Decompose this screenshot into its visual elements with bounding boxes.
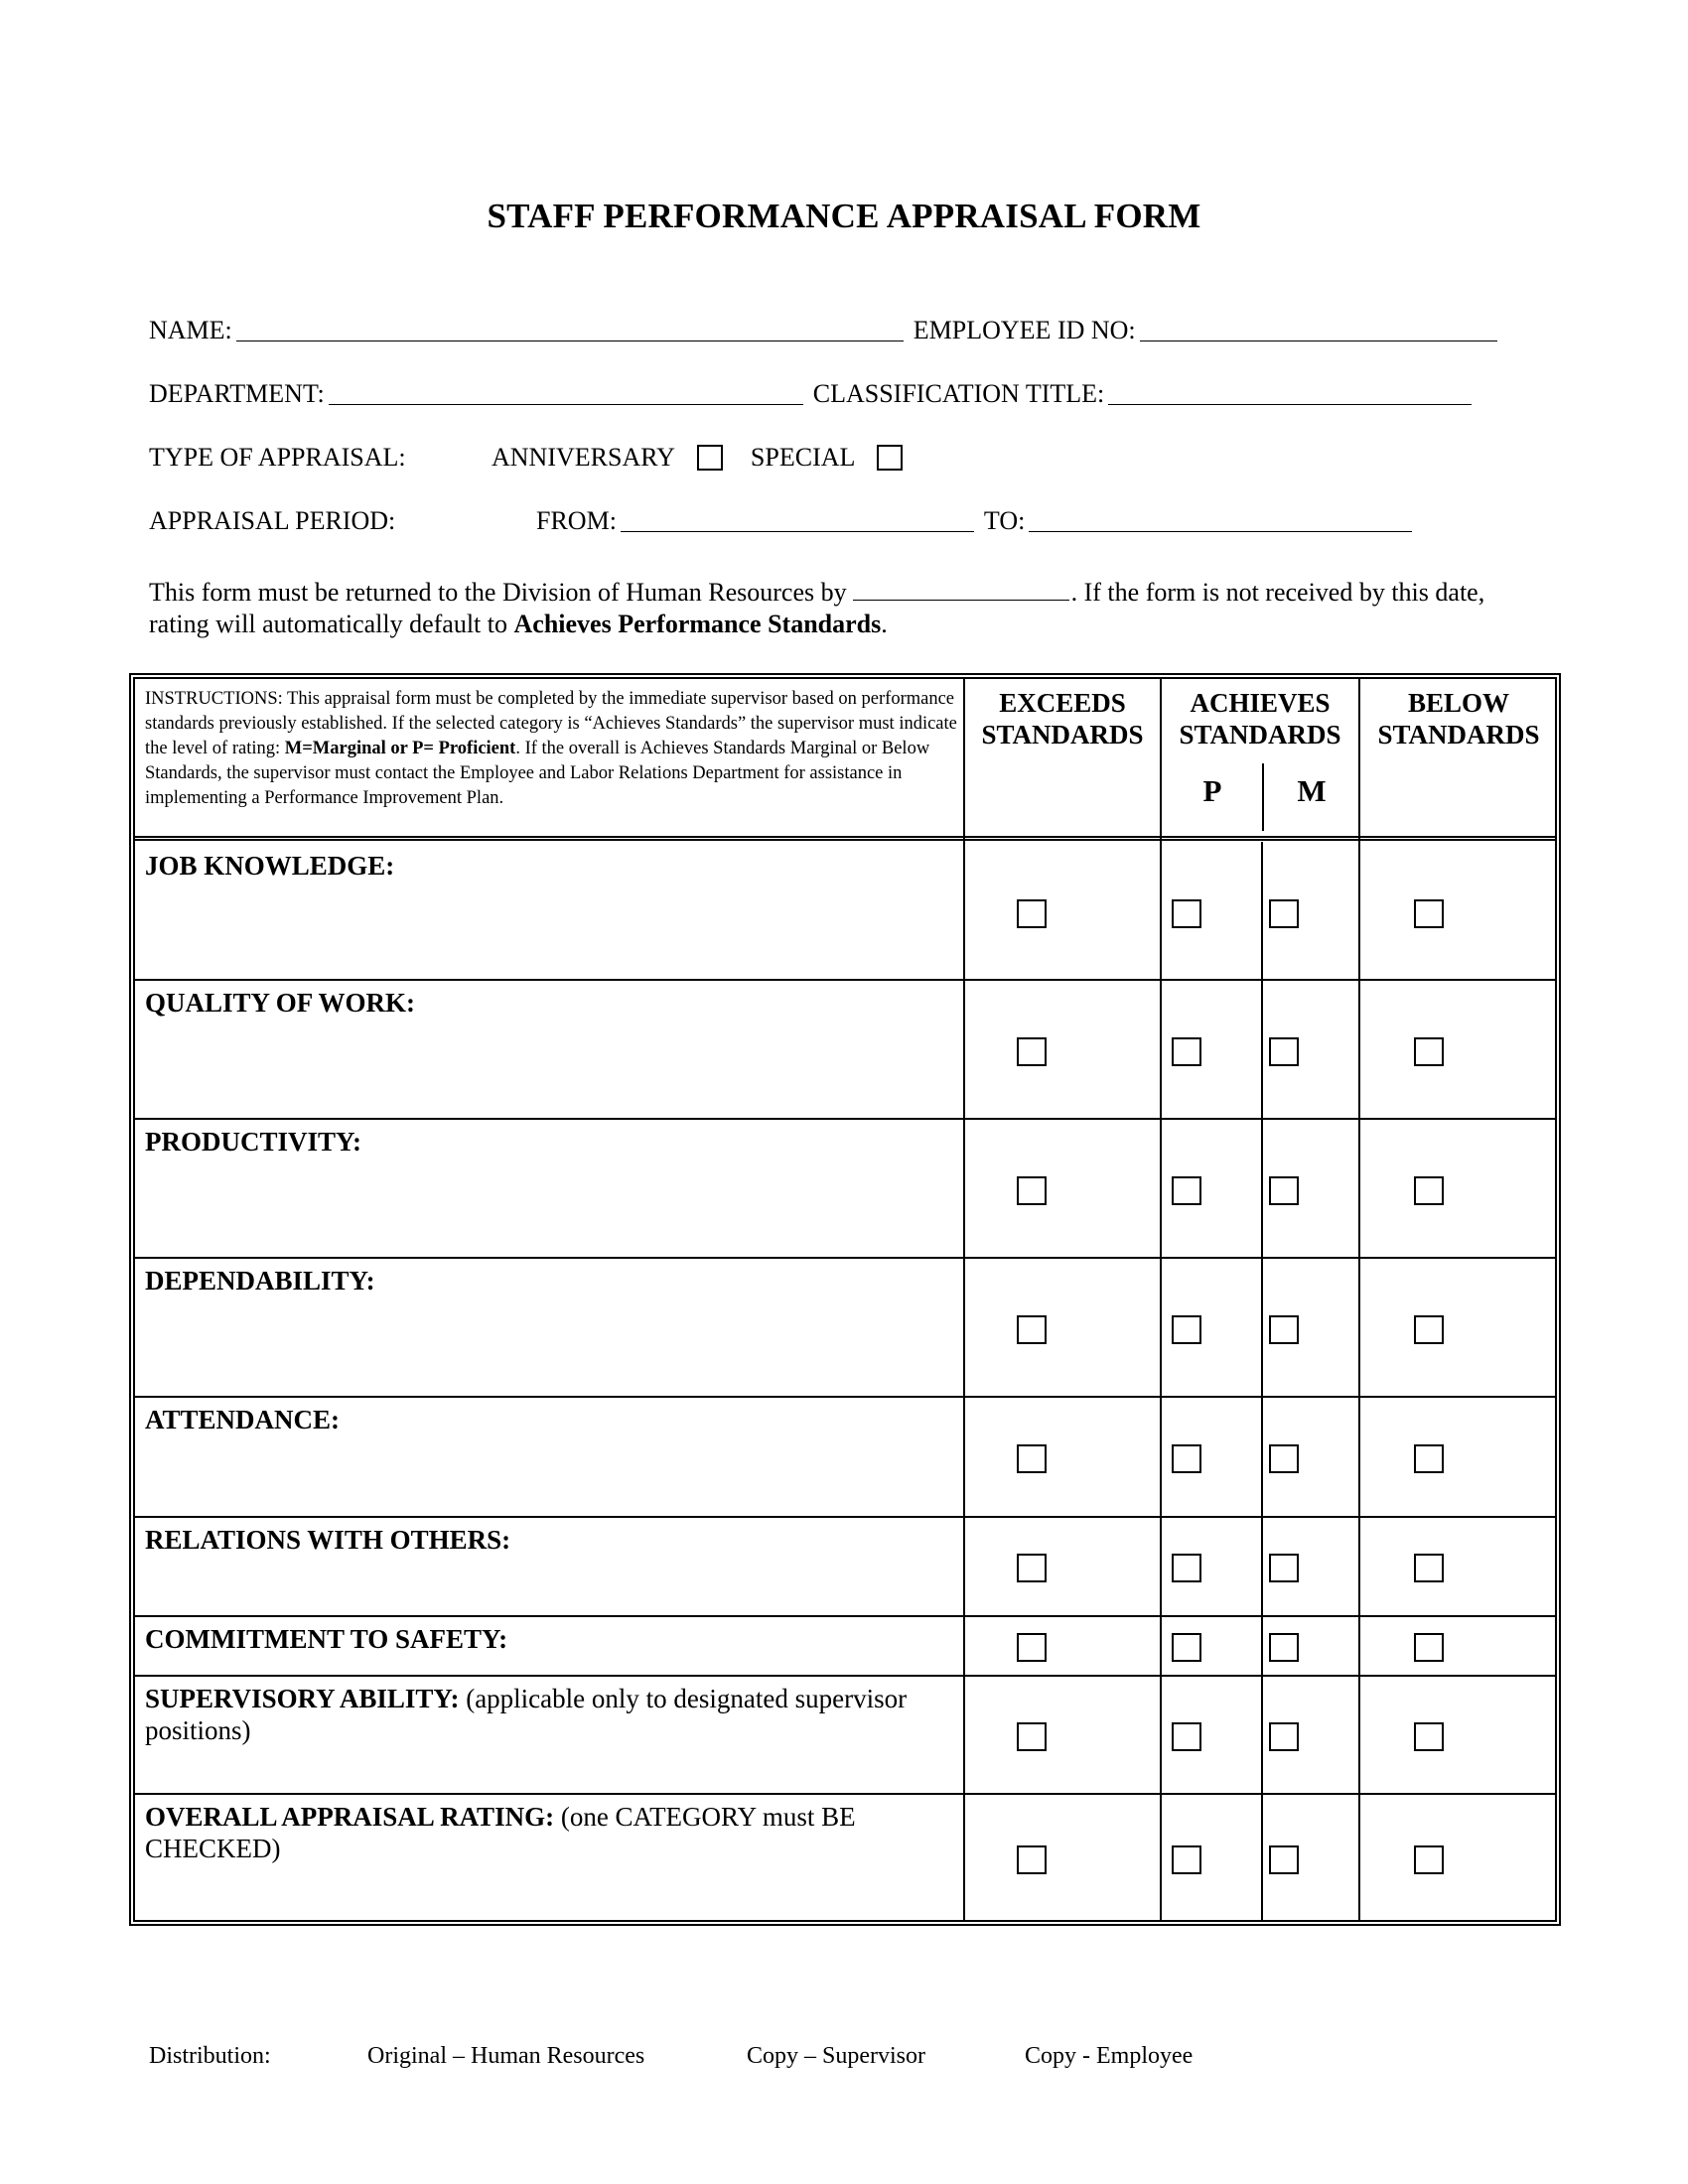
grid-line [1160, 679, 1162, 1920]
anniversary-checkbox[interactable] [697, 445, 723, 471]
row-divider [135, 1516, 1555, 1518]
grid-line [1261, 842, 1263, 1920]
rating-checkbox-below[interactable] [1414, 1845, 1444, 1874]
to-label: TO: [983, 506, 1026, 535]
column-below-standards: BELOW STANDARDS [1377, 688, 1540, 750]
rating-checkbox-exceeds[interactable] [1017, 1037, 1047, 1066]
rating-checkbox-exceeds[interactable] [1017, 1444, 1047, 1473]
column-marginal: M [1297, 773, 1327, 808]
rating-checkbox-achieves-proficient[interactable] [1172, 1037, 1201, 1066]
rating-checkbox-below[interactable] [1414, 899, 1444, 928]
instructions-bold: M=Marginal or P= Proficient [284, 739, 516, 758]
row-divider [135, 1615, 1555, 1617]
column-proficient: P [1202, 773, 1222, 808]
rating-checkbox-achieves-proficient[interactable] [1172, 1554, 1201, 1582]
from-date-field[interactable] [621, 509, 974, 532]
row-label [145, 850, 959, 882]
to-date-field[interactable] [1029, 509, 1412, 532]
rating-checkbox-achieves-marginal[interactable] [1269, 899, 1299, 928]
return-date-field[interactable] [853, 576, 1069, 601]
rating-checkbox-achieves-proficient[interactable] [1172, 1633, 1201, 1662]
row-divider [135, 1257, 1555, 1259]
rating-checkbox-achieves-marginal[interactable] [1269, 1554, 1299, 1582]
classification-field[interactable] [1108, 382, 1472, 405]
row-title: OVERALL APPRAISAL RATING: [145, 1802, 555, 1832]
row-divider [135, 1675, 1555, 1677]
row-title: QUALITY OF WORK: [145, 988, 416, 1018]
employee-id-field[interactable] [1140, 319, 1497, 341]
row-title: SUPERVISORY ABILITY: [145, 1684, 460, 1713]
row-note: (one CATEGORY must BE CHECKED) [145, 1802, 856, 1863]
rating-checkbox-achieves-marginal[interactable] [1269, 1444, 1299, 1473]
rating-checkbox-achieves-marginal[interactable] [1269, 1845, 1299, 1874]
row-title: COMMITMENT TO SAFETY: [145, 1624, 508, 1654]
grid-line [1358, 679, 1360, 1920]
row-divider [135, 1396, 1555, 1398]
instructions-text: INSTRUCTIONS: This appraisal form must be completed by the immediate supervisor based on performance standards previously established. If the selected category is “Achieves Standards” the supervisor must indicate the level of rating: [145, 689, 957, 758]
name-row [149, 316, 1507, 345]
notice-text: This form must be returned to the Division of Human Resources by [149, 578, 847, 607]
rating-checkbox-below[interactable] [1414, 1176, 1444, 1205]
classification-label: CLASSIFICATION TITLE: [812, 379, 1105, 408]
return-notice [149, 576, 1539, 640]
rating-checkbox-achieves-proficient[interactable] [1172, 899, 1201, 928]
distribution-label: Distribution: [149, 2043, 271, 2069]
row-label [145, 1524, 959, 1556]
rating-checkbox-achieves-marginal[interactable] [1269, 1037, 1299, 1066]
rating-checkbox-below[interactable] [1414, 1037, 1444, 1066]
rating-checkbox-exceeds[interactable] [1017, 1554, 1047, 1582]
row-divider [135, 979, 1555, 981]
rating-checkbox-exceeds[interactable] [1017, 1722, 1047, 1751]
rating-checkbox-achieves-marginal[interactable] [1269, 1315, 1299, 1344]
department-row [149, 379, 1481, 409]
row-label [145, 1683, 959, 1746]
department-field[interactable] [329, 382, 803, 405]
row-divider [135, 1118, 1555, 1120]
name-label: NAME: [149, 316, 232, 344]
rating-checkbox-below[interactable] [1414, 1633, 1444, 1662]
row-label [145, 1404, 959, 1435]
distribution-copy-supervisor: Copy – Supervisor [747, 2043, 925, 2069]
special-label: SPECIAL [750, 443, 856, 472]
rating-checkbox-exceeds[interactable] [1017, 1176, 1047, 1205]
notice-default-rating: Achieves Performance Standards [513, 610, 882, 638]
distribution-original: Original – Human Resources [367, 2043, 645, 2069]
rating-checkbox-achieves-marginal[interactable] [1269, 1176, 1299, 1205]
from-label: FROM: [536, 506, 617, 535]
anniversary-label: ANNIVERSARY [492, 443, 675, 472]
rating-checkbox-achieves-marginal[interactable] [1269, 1633, 1299, 1662]
row-title: DEPENDABILITY: [145, 1266, 375, 1296]
row-label [145, 1126, 959, 1158]
employee-id-label: EMPLOYEE ID NO: [913, 316, 1136, 344]
row-title: RELATIONS WITH OTHERS: [145, 1525, 511, 1555]
rating-checkbox-achieves-proficient[interactable] [1172, 1315, 1201, 1344]
rating-checkbox-below[interactable] [1414, 1444, 1444, 1473]
notice-end: . [881, 610, 888, 638]
rating-checkbox-exceeds[interactable] [1017, 1633, 1047, 1662]
row-divider [135, 1793, 1555, 1795]
row-note: (applicable only to designated supervisor positions) [145, 1684, 908, 1745]
row-label [145, 1801, 959, 1864]
appraisal-table [129, 673, 1561, 1926]
appraisal-period-row [149, 506, 1422, 536]
rating-checkbox-achieves-proficient[interactable] [1172, 1845, 1201, 1874]
column-achieves-standards: ACHIEVES STANDARDS [1179, 688, 1341, 750]
rating-checkbox-achieves-proficient[interactable] [1172, 1444, 1201, 1473]
rating-checkbox-exceeds[interactable] [1017, 1845, 1047, 1874]
column-exceeds-standards: EXCEEDS STANDARDS [981, 688, 1144, 750]
rating-checkbox-achieves-proficient[interactable] [1172, 1176, 1201, 1205]
row-title: PRODUCTIVITY: [145, 1127, 362, 1157]
header-divider [135, 836, 1555, 841]
instructions-text-2: . If the overall is Achieves Standards Marginal or Below Standards, the supervisor must contact the Employee and Labor Relations Department for assistance in implementing a Performance Improvement Plan. [145, 739, 930, 808]
rating-checkbox-below[interactable] [1414, 1722, 1444, 1751]
rating-checkbox-below[interactable] [1414, 1315, 1444, 1344]
department-label: DEPARTMENT: [149, 379, 325, 408]
grid-line [963, 679, 965, 1920]
type-label: TYPE OF APPRAISAL: [149, 443, 406, 472]
row-title: ATTENDANCE: [145, 1405, 341, 1434]
row-title: JOB KNOWLEDGE: [145, 851, 395, 881]
rating-checkbox-achieves-marginal[interactable] [1269, 1722, 1299, 1751]
rating-checkbox-achieves-proficient[interactable] [1172, 1722, 1201, 1751]
row-label [145, 1265, 959, 1297]
period-label: APPRAISAL PERIOD: [149, 506, 396, 535]
appraisal-type-row [149, 443, 924, 473]
special-checkbox[interactable] [877, 445, 903, 471]
rating-checkbox-exceeds[interactable] [1017, 1315, 1047, 1344]
rating-checkbox-exceeds[interactable] [1017, 899, 1047, 928]
row-label [145, 987, 959, 1019]
name-field[interactable] [236, 319, 904, 341]
instructions [145, 687, 959, 811]
distribution-copy-employee: Copy - Employee [1025, 2043, 1194, 2069]
page-title: STAFF PERFORMANCE APPRAISAL FORM [487, 197, 1201, 235]
rating-checkbox-below[interactable] [1414, 1554, 1444, 1582]
notice-text-2: . If the form is not received by this date, rating will automatically default to [149, 578, 1485, 638]
row-label [145, 1623, 959, 1655]
